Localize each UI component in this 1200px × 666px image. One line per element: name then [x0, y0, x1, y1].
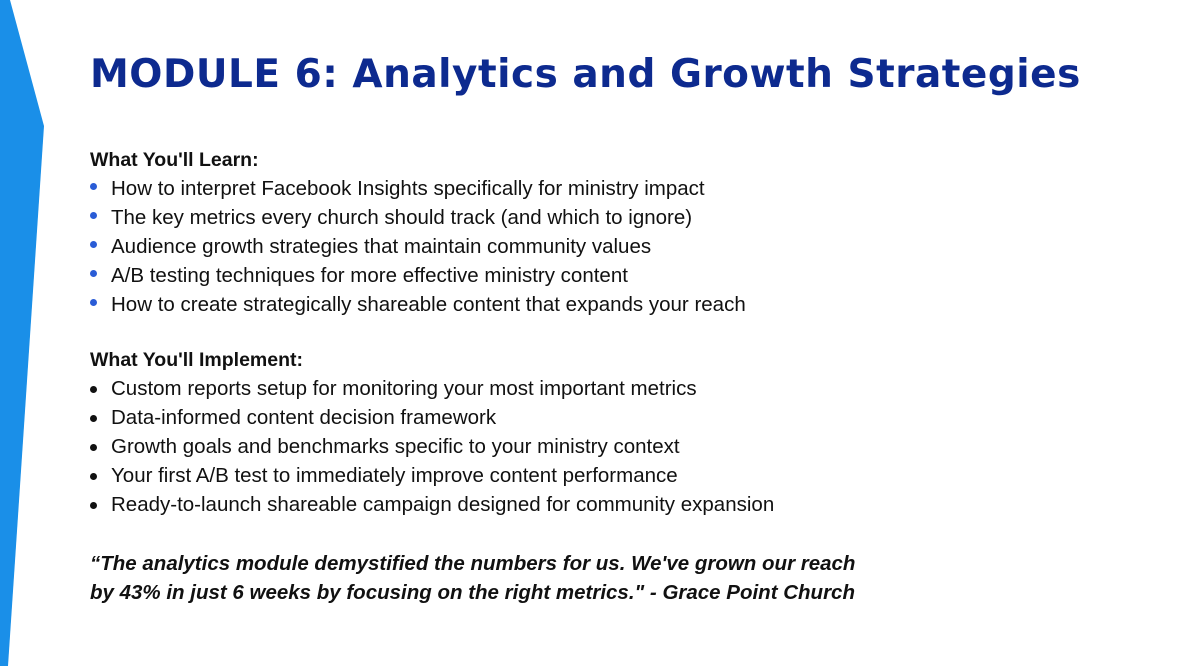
list-item-text: How to create strategically shareable content that expands your reach	[111, 293, 746, 316]
bullet-icon	[90, 299, 97, 306]
list-item	[90, 374, 1150, 403]
implement-list	[90, 374, 1150, 519]
list-item	[90, 403, 1150, 432]
list-item	[90, 290, 1150, 319]
list-item-text: A/B testing techniques for more effective ministry content	[111, 264, 628, 287]
list-item	[90, 490, 1150, 519]
learn-list	[90, 174, 1150, 319]
learn-heading: What You'll Learn:	[90, 149, 259, 171]
testimonial-line-1: “The analytics module demystified the numbers for us. We've grown our reach	[90, 552, 856, 575]
testimonial-line-2: by 43% in just 6 weeks by focusing on the right metrics." - Grace Point Church	[90, 581, 855, 604]
bullet-icon	[90, 444, 97, 451]
learn-section	[90, 146, 1150, 319]
accent-stripe	[0, 0, 48, 666]
bullet-icon	[90, 502, 97, 509]
list-item	[90, 174, 1150, 203]
bullet-icon	[90, 212, 97, 219]
list-item	[90, 232, 1150, 261]
implement-heading: What You'll Implement:	[90, 349, 304, 371]
list-item-text: How to interpret Facebook Insights specifically for ministry impact	[111, 177, 705, 200]
list-item-text: Ready-to-launch shareable campaign designed for community expansion	[111, 493, 775, 516]
bullet-icon	[90, 183, 97, 190]
bullet-icon	[90, 386, 97, 393]
list-item-text: The key metrics every church should track (and which to ignore)	[111, 206, 693, 229]
list-item-text: Custom reports setup for monitoring your most important metrics	[111, 377, 697, 400]
list-item-text: Data-informed content decision framework	[111, 406, 497, 429]
list-item	[90, 461, 1150, 490]
bullet-icon	[90, 415, 97, 422]
list-item-text: Growth goals and benchmarks specific to your ministry context	[111, 435, 680, 458]
list-item	[90, 432, 1150, 461]
testimonial-quote	[90, 549, 1150, 607]
bullet-icon	[90, 473, 97, 480]
accent-stripe-shape	[0, 0, 44, 666]
list-item	[90, 203, 1150, 232]
bullet-icon	[90, 270, 97, 277]
page-title: MODULE 6: Analytics and Growth Strategies	[90, 52, 1081, 97]
list-item-text: Your first A/B test to immediately improve content performance	[111, 464, 678, 487]
implement-section	[90, 346, 1150, 519]
bullet-icon	[90, 241, 97, 248]
list-item	[90, 261, 1150, 290]
list-item-text: Audience growth strategies that maintain community values	[111, 235, 652, 258]
